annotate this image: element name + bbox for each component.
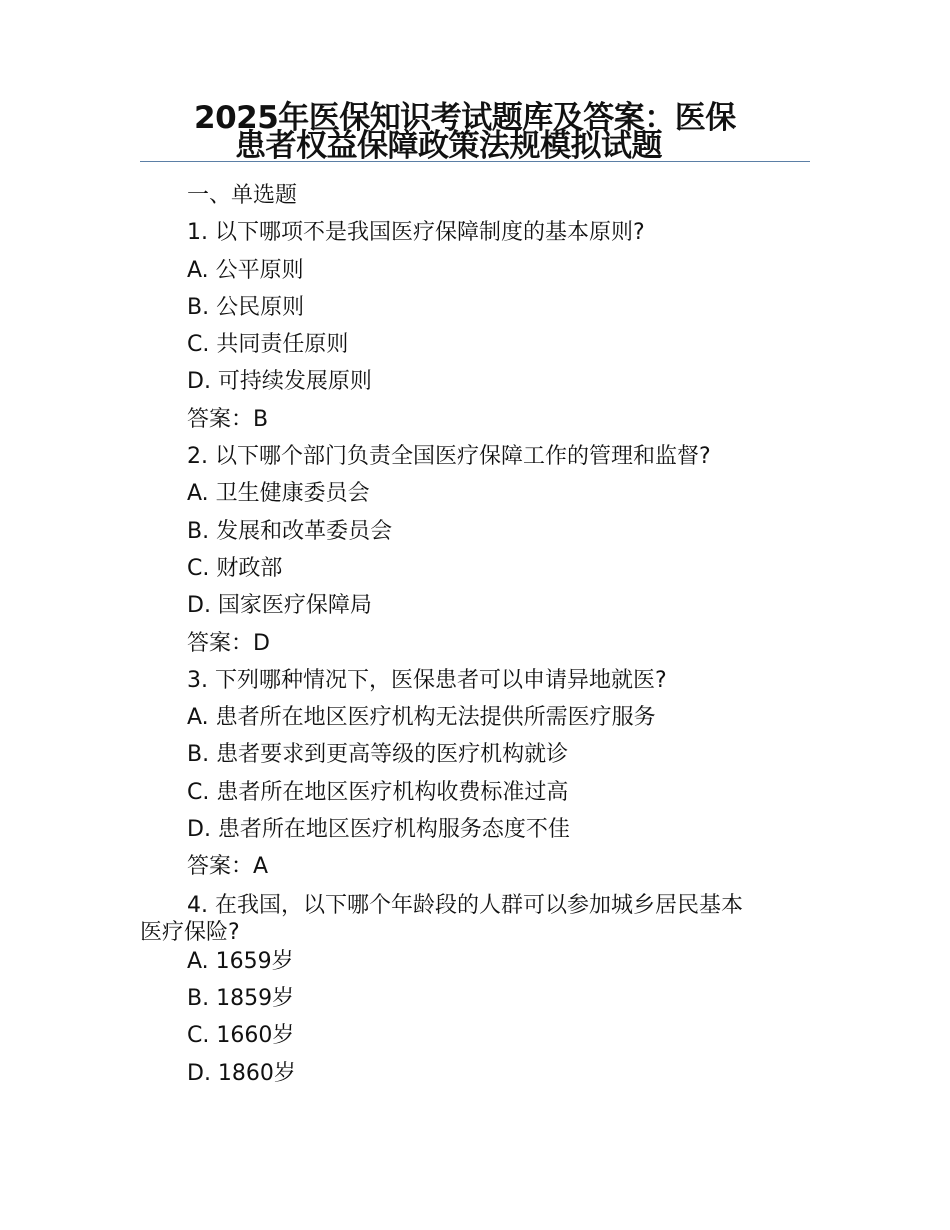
question-2-option-c: C. 财政部 — [187, 555, 283, 581]
title-line-2: 患者权益保障政策法规模拟试题 — [235, 128, 662, 164]
question-1-option-c: C. 共同责任原则 — [187, 332, 349, 358]
document-title — [140, 100, 810, 164]
question-4-option-c: C. 1660岁 — [187, 1023, 295, 1049]
question-3-option-b: B. 患者要求到更高等级的医疗机构就诊 — [187, 742, 569, 768]
question-4-option-b: B. 1859岁 — [187, 985, 295, 1011]
question-3-option-d: D. 患者所在地区医疗机构服务态度不佳 — [187, 817, 570, 843]
question-3-option-c: C. 患者所在地区医疗机构收费标准过高 — [187, 779, 569, 805]
question-1-stem: 1. 以下哪项不是我国医疗保障制度的基本原则? — [187, 220, 645, 246]
title-line-1: 2025年医保知识考试题库及答案：医保 — [194, 100, 736, 136]
question-1-option-a: A. 公平原则 — [187, 257, 304, 283]
question-4-option-d: D. 1860岁 — [187, 1060, 296, 1086]
question-2-answer: 答案：D — [187, 630, 270, 656]
question-2-option-b: B. 发展和改革委员会 — [187, 518, 393, 544]
question-1-option-d: D. 可持续发展原则 — [187, 369, 372, 395]
question-4-stem-line-2: 医疗保险? — [140, 919, 240, 945]
question-1-answer: 答案：B — [187, 406, 269, 432]
question-4-stem — [0, 886, 810, 943]
section-heading: 一、单选题 — [187, 183, 298, 208]
title-underline — [140, 161, 810, 162]
question-2-stem: 2. 以下哪个部门负责全国医疗保障工作的管理和监督? — [187, 444, 711, 470]
question-3-option-a: A. 患者所在地区医疗机构无法提供所需医疗服务 — [187, 705, 656, 731]
question-2-option-a: A. 卫生健康委员会 — [187, 481, 370, 507]
document-body — [0, 177, 950, 1092]
question-3-answer: 答案：A — [187, 854, 269, 880]
question-2-option-d: D. 国家医疗保障局 — [187, 593, 372, 619]
question-4-stem-line-1: 4. 在我国，以下哪个年龄段的人群可以参加城乡居民基本 — [187, 892, 743, 918]
question-1-option-b: B. 公民原则 — [187, 294, 305, 320]
question-4-option-a: A. 1659岁 — [187, 948, 294, 974]
question-3-stem: 3. 下列哪种情况下，医保患者可以申请异地就医? — [187, 667, 667, 693]
